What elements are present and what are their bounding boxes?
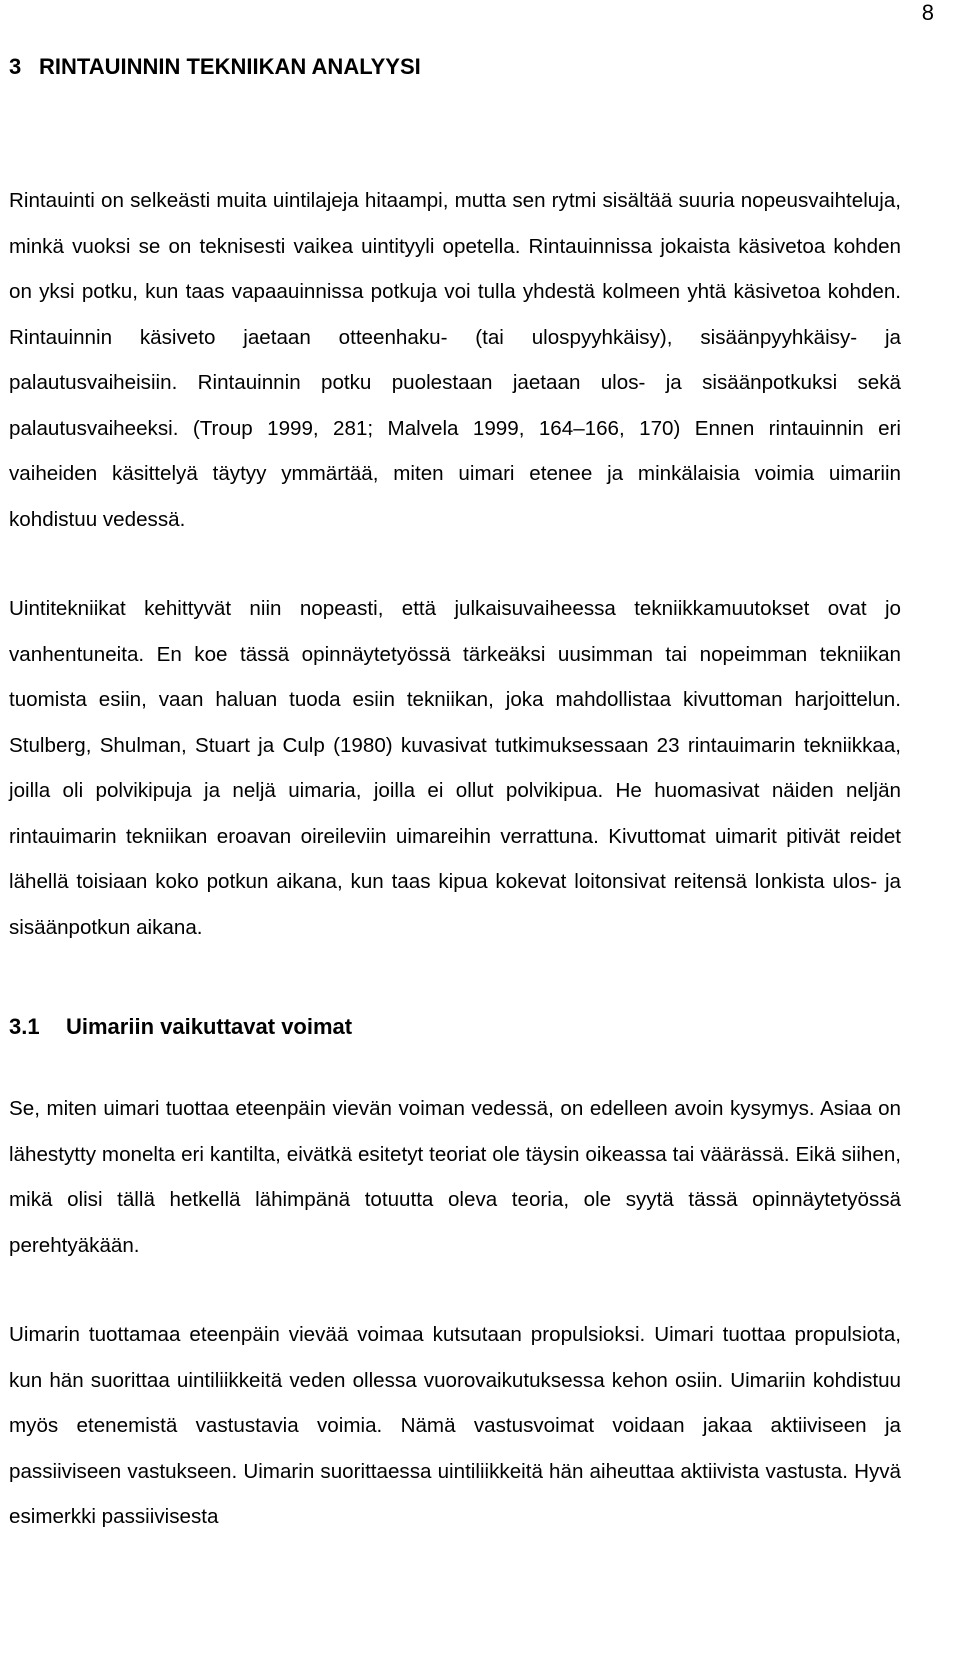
paragraph-intro: Rintauinti on selkeästi muita uintilajeja hitaampi, mutta sen rytmi sisältää suuria nopeusvaihteluja, minkä vuoksi se on teknisesti vaikea uintityyli opetella. Rintauinnissa jokaista käsivetoa kohden on yksi potku, kun taas vapaauinnissa potkuja voi tulla yhdestä kolmeen yhtä käsivetoa kohden. Rintauinnin käsiveto jaetaan otteenhaku- (tai ulospyyhkäisy), sisäänpyyhkäisy- ja palautusvaiheisiin. Rintauinnin potku puolestaan jaetaan ulos- ja sisäänpotkuksi sekä palautusvaiheeksi. (Troup 1999, 281; Malvela 1999, 164–166, 170) Ennen rintauinnin eri vaiheiden käsittelyä täytyy ymmärtää, miten uimari etenee ja minkälaisia voimia uimariin kohdistuu vedessä. <box>9 189 901 531</box>
chapter-number: 3 <box>9 54 22 79</box>
paragraph-forces-question: Se, miten uimari tuottaa eteenpäin vievän voiman vedessä, on edelleen avoin kysymys. Asiaa on lähestytty monelta eri kantilta, eivätkä esitetyt teoriat ole täysin oikeassa tai väärässä. Eikä siihen, mikä olisi tällä hetkellä lähimpänä totuutta oleva teoria, ole syytä tässä opinnäytetyössä perehtyäkään. <box>9 1097 901 1257</box>
paragraph-propulsion: Uimarin tuottamaa eteenpäin vievää voimaa kutsutaan propulsioksi. Uimari tuottaa propulsiota, kun hän suorittaa uintiliikkeitä veden ollessa vuorovaikutuksessa kehon osiin. Uimariin kohdistuu myös etenemistä vastustavia voimia. Nämä vastusvoimat voidaan jakaa aktiiviseen ja passiiviseen vastukseen. Uimarin suorittaessa uintiliikkeitä hän aiheuttaa aktiivista vastusta. Hyvä esimerkki passiivisesta <box>9 1323 901 1528</box>
document-body <box>9 52 901 1540</box>
paragraph-technique: Uintitekniikat kehittyvät niin nopeasti, että julkaisuvaiheessa tekniikkamuutokset ovat jo vanhentuneita. En koe tässä opinnäytetyössä tärkeäksi uusimman tai nopeimman tekniikan tuomista esiin, vaan haluan tuoda esiin tekniikan, joka mahdollistaa kivuttoman harjoittelun. Stulberg, Shulman, Stuart ja Culp (1980) kuvasivat tutkimuksessaan 23 rintauimarin tekniikkaa, joilla oli polvikipuja ja neljä uimaria, joilla ei ollut polvikipua. He huomasivat näiden neljän rintauimarin tekniikan eroavan oireileviin uimareihin verrattuna. Kivuttomat uimarit pitivät reidet lähellä toisiaan koko potkun aikana, kun taas kipua kokevat loitonsivat reitensä lonkista ulos- ja sisäänpotkun aikana. <box>9 597 901 939</box>
section-title: Uimariin vaikuttavat voimat <box>66 1014 353 1039</box>
chapter-title: RINTAUINNIN TEKNIIKAN ANALYYSI <box>39 54 421 79</box>
section-heading <box>9 1012 901 1042</box>
section-number: 3.1 <box>9 1014 40 1039</box>
chapter-heading <box>9 52 901 82</box>
page-number: 8 <box>921 0 934 25</box>
